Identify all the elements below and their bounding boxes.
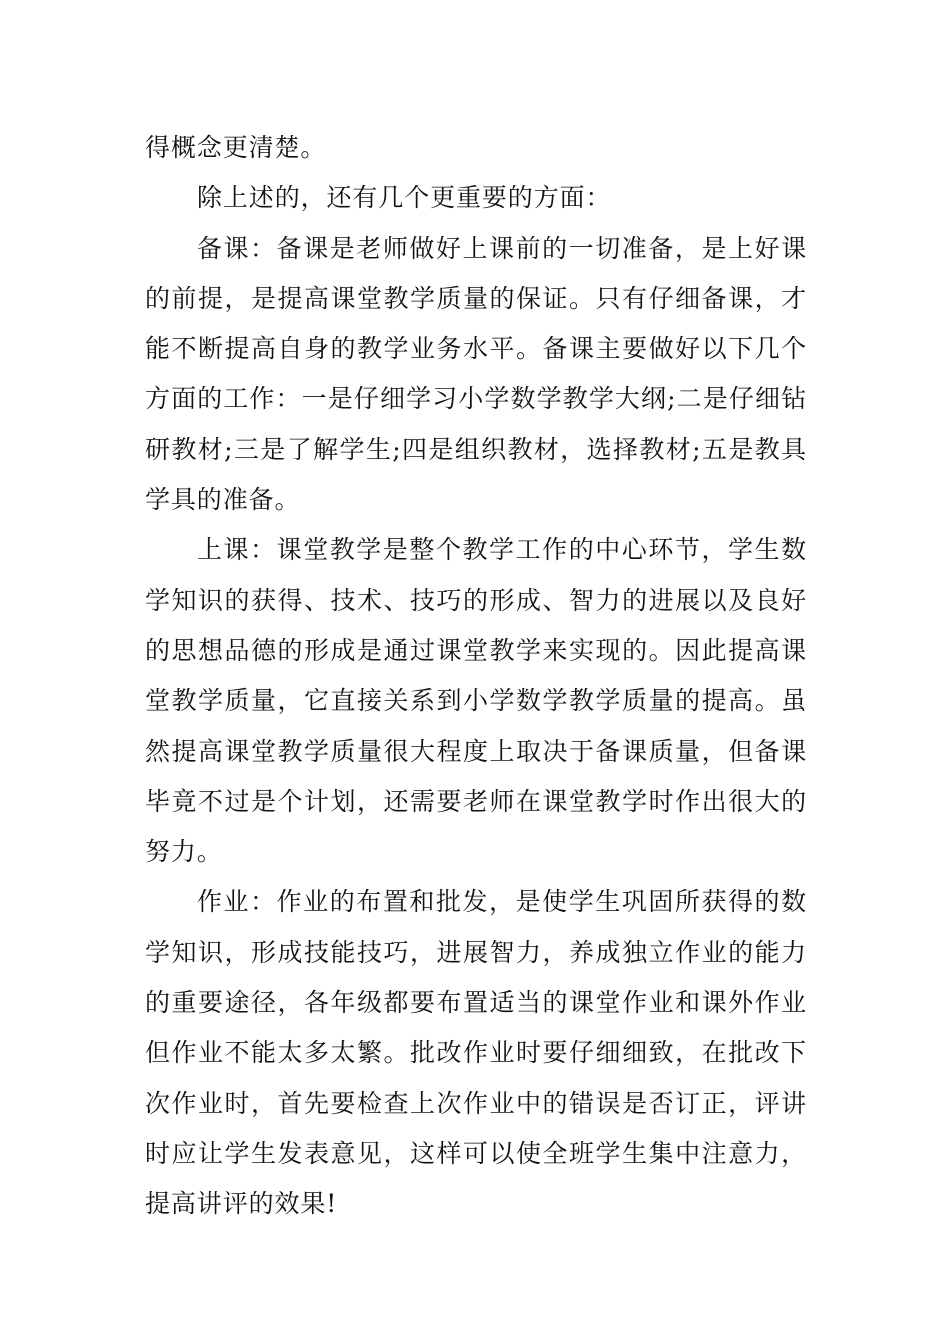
paragraph-intro: 除上述的，还有几个更重要的方面：: [197, 183, 612, 213]
document-body: [145, 123, 807, 1230]
paragraph-class-teaching: 上课：课堂教学是整个教学工作的中心环节，学生数学知识的获得、技术、技巧的形成、智力的进展以及良好的思想品德的形成是通过课堂教学来实现的。因此提高课堂教学质量，它直接关系到小学数学教学质量的提高。虽然提高课堂教学质量很大程度上取决于备课质量，但备课毕竟不过是个计划，还需要老师在课堂教学时作出很大的努力。: [145, 535, 807, 867]
paragraph-homework: 作业：作业的布置和批发，是使学生巩固所获得的数学知识，形成技能技巧，进展智力，养成独立作业的能力的重要途径，各年级都要布置适当的课堂作业和课外作业但作业不能太多太繁。批改作业时要仔细细致，在批改下次作业时，首先要检查上次作业中的错误是否订正，评讲时应让学生发表意见，这样可以使全班学生集中注意力，提高讲评的效果!: [145, 887, 807, 1219]
paragraph-lesson-prep: 备课：备课是老师做好上课前的一切准备，是上好课的前提，是提高课堂教学质量的保证。只有仔细备课，才能不断提高自身的教学业务水平。备课主要做好以下几个方面的工作：一是仔细学习小学数学教学大纲;二是仔细钻研教材;三是了解学生;四是组织教材，选择教材;五是教具学具的准备。: [145, 233, 807, 515]
paragraph-continuation: 得概念更清楚。: [145, 133, 327, 162]
